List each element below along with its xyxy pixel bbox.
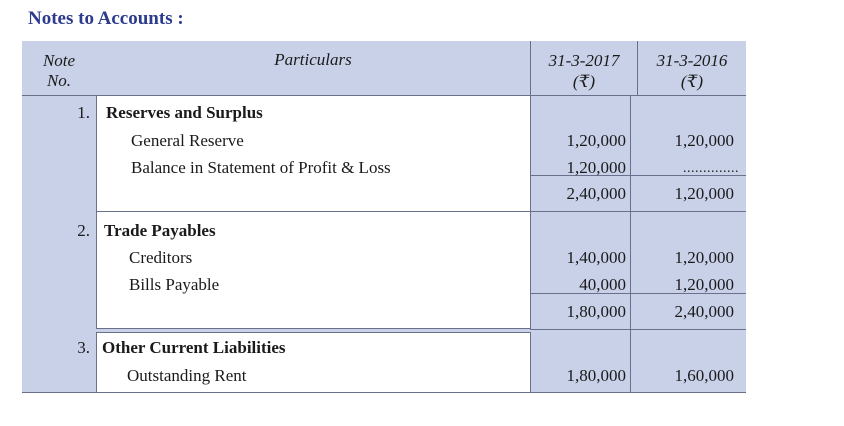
header-note-no xyxy=(22,41,96,95)
note-1-item-2-2017: 1,20,000 xyxy=(566,158,626,177)
header-year-2016 xyxy=(637,41,746,95)
note-2-item-1-2016: 1,20,000 xyxy=(674,248,734,267)
note-1-title: Reserves and Surplus xyxy=(106,103,263,122)
note-1-item-1-2017: 1,20,000 xyxy=(566,131,626,150)
note-1-total-line xyxy=(530,211,746,212)
note-1-total-2017: 2,40,000 xyxy=(566,184,626,203)
page-heading: Notes to Accounts : xyxy=(28,8,184,29)
note-1-item-1-2016: 1,20,000 xyxy=(674,131,734,150)
note-2-item-2-2016: 1,20,000 xyxy=(674,275,734,294)
table-bottom-line xyxy=(22,392,746,393)
header-year-2017 xyxy=(530,41,637,95)
note-2-total-2016: 2,40,000 xyxy=(674,302,734,321)
header-year-2016-date: 31-3-2016 xyxy=(656,51,728,70)
note-2-item-2-2017: 40,000 xyxy=(579,275,626,294)
note-3-title: Other Current Liabilities xyxy=(102,338,286,357)
note-2-item-1-label: Creditors xyxy=(129,248,193,267)
note-1-total-2016: 1,20,000 xyxy=(674,184,734,203)
notes-table xyxy=(22,41,746,393)
header-year-2017-unit: (₹) xyxy=(572,72,596,91)
note-1-item-2-label: Balance in Statement of Profit & Loss xyxy=(131,158,391,177)
note-1-number: 1. xyxy=(77,103,90,122)
header-particulars: Particulars xyxy=(274,50,352,69)
header-note-line2: No. xyxy=(46,71,72,90)
note-2-number: 2. xyxy=(77,221,90,240)
note-2-item-2-label: Bills Payable xyxy=(129,275,220,294)
note-3-item-1-2017: 1,80,000 xyxy=(566,366,626,385)
note-3-item-1-label: Outstanding Rent xyxy=(127,366,247,385)
note-1-item-1-label: General Reserve xyxy=(131,131,244,150)
note-3-number: 3. xyxy=(77,338,90,357)
note-2-item-1-2017: 1,40,000 xyxy=(566,248,626,267)
note-2-total-2017: 1,80,000 xyxy=(566,302,626,321)
header-note-line1: Note xyxy=(42,51,76,70)
note-2-total-line xyxy=(530,329,746,330)
note-1-item-2-2016: .............. xyxy=(683,161,739,176)
header-year-2016-unit: (₹) xyxy=(680,72,704,91)
header-year-2017-date: 31-3-2017 xyxy=(548,51,620,70)
note-2-title: Trade Payables xyxy=(104,221,216,240)
note-3-item-1-2016: 1,60,000 xyxy=(674,366,734,385)
